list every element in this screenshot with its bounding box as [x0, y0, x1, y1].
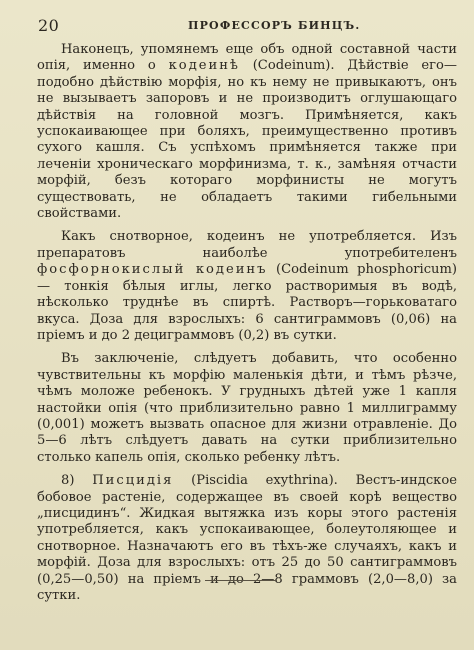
- emphasized-term: Писцидія: [92, 473, 174, 489]
- running-head: ПРОФЕССОРЪ БИНЦЪ.: [188, 19, 361, 32]
- paragraph-codeine: [37, 42, 457, 222]
- page-number: 20: [38, 16, 60, 35]
- paragraph-text: (Piscidia exythrina). Вестъ-индское бобовое растеніе, содержащее въ своей корѣ вещество „писцидинъ“. Жидкая вытяжка изъ коры этого растенія употребляется, какъ успокаивающее, болеутоляющее и снотворное. Назначаютъ его въ тѣхъ-же случаяхъ, какъ и морфій. Доза для взрослыхъ: отъ 25 до 50 сантиграммовъ (0,25—0,50) на пріемъ и до 2—8 граммовъ (2,0—8,0) за сутки.: [37, 473, 457, 603]
- paragraph-text: (Codeinum phosphoricum) — тонкія бѣлыя иглы, легко растворимыя въ водѣ, нѣсколько труднѣе въ спиртѣ. Растворъ—горьковатаго вкуса. Доза для взрослыхъ: 6 сантиграммовъ (0,06) на пріемъ и до 2 дециграммовъ (0,2) въ сутки.: [37, 262, 457, 343]
- end-rule: [205, 580, 277, 581]
- body-text: [37, 42, 457, 611]
- paragraph-text: Наконецъ, упомянемъ еще объ одной составной части опія, именно о: [37, 42, 457, 74]
- paragraph-text: Какъ снотворное, кодеинъ не употребляется. Изъ препаратовъ наиболѣе употребителенъ: [37, 229, 457, 261]
- paragraph-text: (Codeinum). Дѣйствіе его—подобно дѣйствію морфія, но къ нему не привыкаютъ, онъ не вызываетъ запоровъ и не производитъ оглушающаго дѣйствія на головной мозгъ. Примѣняется, какъ успокаивающее при боляхъ, преимущественно противъ сухого кашля. Съ успѣхомъ примѣняется также при леченіи хроническаго морфинизма, т. к., замѣняя отчасти морфій, безъ котораго морфинисты не могутъ существовать, не обладаетъ такими гибельными свойствами.: [37, 58, 457, 222]
- paragraph-codeine-phosphate: [37, 229, 457, 344]
- emphasized-term: кодеинѣ: [168, 58, 240, 74]
- paragraph-children-sensitivity: [37, 351, 457, 466]
- paragraph-text: 8): [61, 473, 93, 489]
- paragraph-piscidia: [37, 473, 457, 604]
- page-header: [38, 16, 450, 36]
- paragraph-text: Въ заключеніе, слѣдуетъ добавить, что особенно чувствительны къ морфію маленькія дѣти, и тѣмъ рѣзче, чѣмъ моложе ребенокъ. У грудныхъ дѣтей уже 1 капля настойки опія (что приблизительно равно 1 миллиграмму (0,001) можетъ вызвать опасное для жизни отравленіе. До 5—6 лѣтъ слѣдуетъ давать на сутки приблизительно столько капель опія, сколько ребенку лѣтъ.: [37, 351, 457, 465]
- emphasized-term: фосфорнокислый кодеинъ: [37, 262, 268, 278]
